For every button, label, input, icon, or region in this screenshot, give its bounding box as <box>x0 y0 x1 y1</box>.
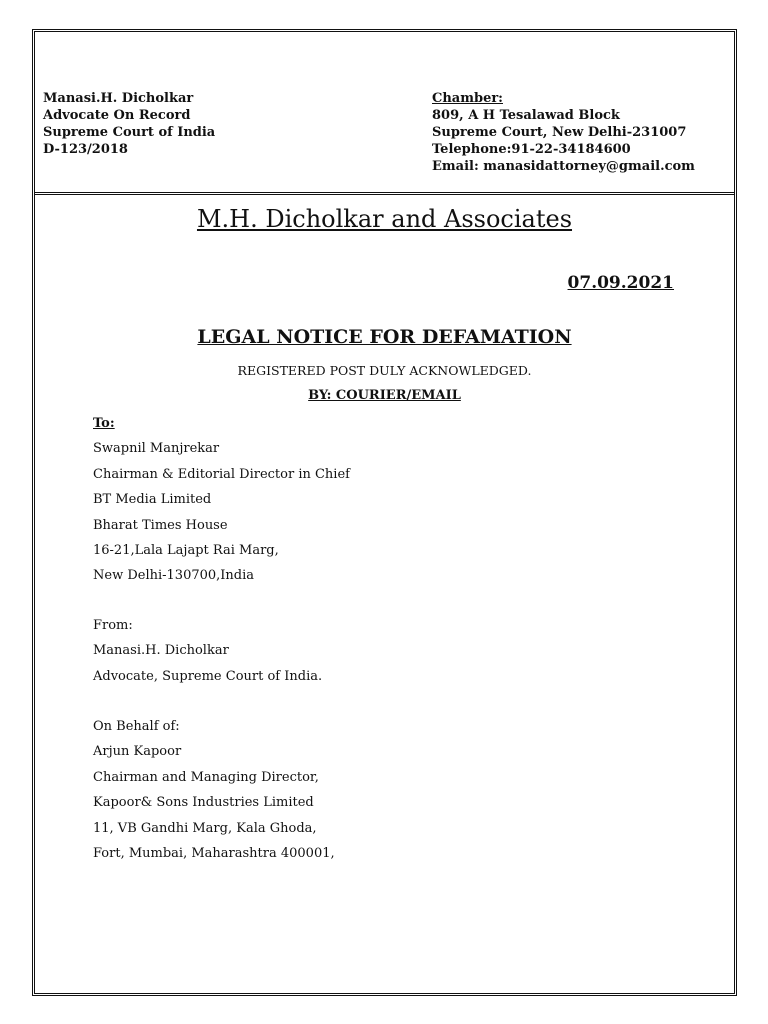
advocate-name: Manasi.H. Dicholkar <box>43 91 194 106</box>
advocate-registration: D-123/2018 <box>43 142 128 157</box>
advocate-details <box>43 90 215 158</box>
sender-line: Advocate, Supreme Court of India. <box>93 668 323 684</box>
sender-line: Manasi.H. Dicholkar <box>93 643 229 659</box>
recipient-line: Bharat Times House <box>93 517 228 533</box>
chamber-telephone: Telephone:91-22-34184600 <box>432 142 631 157</box>
from-label: From: <box>93 618 133 633</box>
chamber-address: 809, A H Tesalawad Block <box>432 108 620 123</box>
document-border <box>32 29 737 996</box>
chamber-details <box>432 90 695 175</box>
client-line: Kapoor& Sons Industries Limited <box>93 795 314 811</box>
recipient-line: New Delhi-130700,India <box>93 568 255 584</box>
client-line: Chairman and Managing Director, <box>93 769 319 785</box>
recipient-line: Swapnil Manjrekar <box>93 441 220 457</box>
on-behalf-label: On Behalf of: <box>93 719 180 734</box>
sender-block <box>93 613 322 689</box>
recipient-line: BT Media Limited <box>93 492 212 508</box>
client-line: 11, VB Gandhi Marg, Kala Ghoda, <box>93 820 317 836</box>
advocate-court: Supreme Court of India <box>43 125 216 140</box>
firm-name: M.H. Dicholkar and Associates <box>196 205 573 233</box>
chamber-label: Chamber: <box>432 91 503 106</box>
delivery-method: BY: COURIER/EMAIL <box>308 388 461 403</box>
recipient-line: Chairman & Editorial Director in Chief <box>93 466 350 482</box>
letterhead <box>35 32 734 195</box>
advocate-designation: Advocate On Record <box>43 108 191 123</box>
registered-post-line: REGISTERED POST DULY ACKNOWLEDGED. <box>237 363 532 378</box>
chamber-email: Email: manasidattorney@gmail.com <box>432 159 695 174</box>
notice-title: LEGAL NOTICE FOR DEFAMATION <box>197 326 572 348</box>
recipient-block <box>93 411 350 589</box>
notice-date: 07.09.2021 <box>567 273 674 293</box>
client-line: Fort, Mumbai, Maharashtra 400001, <box>93 846 335 862</box>
client-block <box>93 714 335 866</box>
client-line: Arjun Kapoor <box>93 744 182 760</box>
chamber-location: Supreme Court, New Delhi-231007 <box>432 125 687 140</box>
recipient-line: 16-21,Lala Lajapt Rai Marg, <box>93 543 279 559</box>
to-label: To: <box>93 416 115 431</box>
